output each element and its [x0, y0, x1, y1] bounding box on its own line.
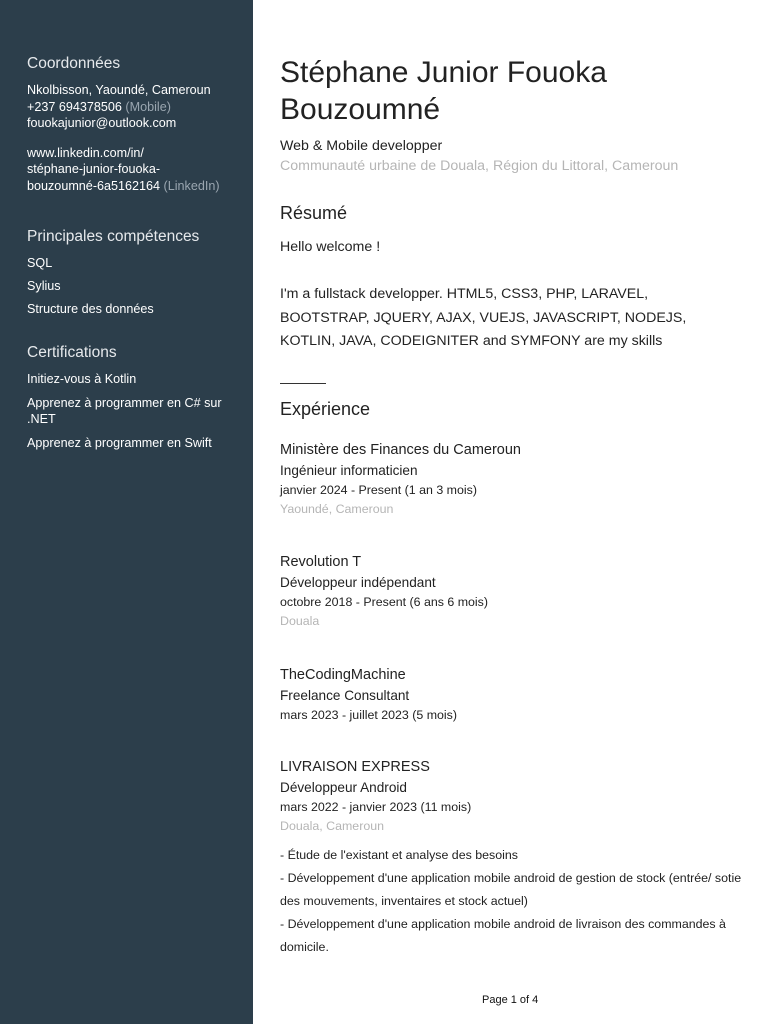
job-location: Yaoundé, Cameroun [280, 502, 394, 516]
job-dates: janvier 2024 - Present (1 an 3 mois) [280, 483, 477, 497]
summary-title: Résumé [280, 203, 348, 223]
description-line: - Développement d'une application mobile android de livraison des commandes à domicile. [280, 917, 726, 954]
certification-item: Apprenez à programmer en C# sur .NET [27, 396, 222, 426]
experience-entry [280, 665, 750, 724]
linkedin-link[interactable] [27, 145, 245, 195]
company-name: TheCodingMachine [280, 667, 406, 683]
linkedin-url-text: bouzoumné-6a5162164 [27, 178, 161, 193]
experience-entry [280, 757, 750, 959]
email-link[interactable]: fouokajunior@outlook.com [27, 116, 177, 130]
contact-heading: Coordonnées [27, 55, 121, 72]
experience-title: Expérience [280, 399, 371, 419]
company-name: Revolution T [280, 554, 362, 570]
profile-name: Stéphane Junior Fouoka Bouzoumné [280, 56, 607, 126]
phone-number[interactable]: +237 694378506 [27, 99, 122, 114]
skill-item: SQL [27, 256, 53, 270]
job-title: Développeur Android [280, 780, 407, 795]
contact-section [27, 55, 245, 194]
experience-entry [280, 440, 750, 518]
linkedin-url-line: stéphane-junior-fouoka- [27, 162, 161, 176]
description-line: - Étude de l'existant et analyse des besoins [280, 848, 518, 862]
skill-item: Structure des données [27, 302, 154, 316]
job-location: Douala [280, 614, 320, 628]
section-divider [280, 383, 326, 384]
summary-greeting: Hello welcome ! [280, 239, 381, 255]
experience-entry [280, 552, 750, 630]
phone-line [27, 99, 245, 116]
job-title: Freelance Consultant [280, 688, 410, 703]
company-name: LIVRAISON EXPRESS [280, 759, 430, 775]
page-number: Page 1 of 4 [482, 994, 539, 1006]
company-name: Ministère des Finances du Cameroun [280, 442, 521, 458]
job-location: Douala, Cameroun [280, 819, 385, 833]
linkedin-url-line [27, 178, 245, 195]
phone-type: (Mobile) [125, 99, 171, 114]
job-dates: octobre 2018 - Present (6 ans 6 mois) [280, 595, 488, 609]
sidebar [0, 0, 253, 1024]
skill-item: Sylius [27, 279, 61, 293]
certification-item: Initiez-vous à Kotlin [27, 372, 137, 386]
description-line: - Développement d'une application mobile android de gestion de stock (entrée/ sotie des mouvements, inventaires et stock actuel) [280, 871, 742, 908]
certifications-heading: Certifications [27, 344, 117, 361]
certifications-section [27, 344, 222, 459]
profile-headline: Web & Mobile developper [280, 138, 443, 154]
job-description [280, 844, 748, 959]
summary-text: I'm a fullstack developper. HTML5, CSS3, PHP, LARAVEL, BOOTSTRAP, JQUERY, AJAX, VUEJS, JAVASCRIPT, NODEJS, KOTLIN, JAVA, CODEIGNITER and SYMFONY are my skills [280, 286, 687, 349]
linkedin-tag: (LinkedIn) [163, 178, 220, 193]
job-dates: mars 2023 - juillet 2023 (5 mois) [280, 708, 457, 722]
address: Nkolbisson, Yaoundé, Cameroun [27, 83, 211, 97]
linkedin-url-line: www.linkedin.com/in/ [27, 145, 144, 160]
job-dates: mars 2022 - janvier 2023 (11 mois) [280, 800, 472, 814]
job-title: Développeur indépendant [280, 575, 436, 590]
profile-location: Communauté urbaine de Douala, Région du Littoral, Cameroun [280, 158, 679, 174]
certification-item: Apprenez à programmer en Swift [27, 436, 212, 450]
skills-heading: Principales compétences [27, 228, 200, 245]
job-title: Ingénieur informaticien [280, 463, 418, 478]
skills-section [27, 228, 245, 324]
